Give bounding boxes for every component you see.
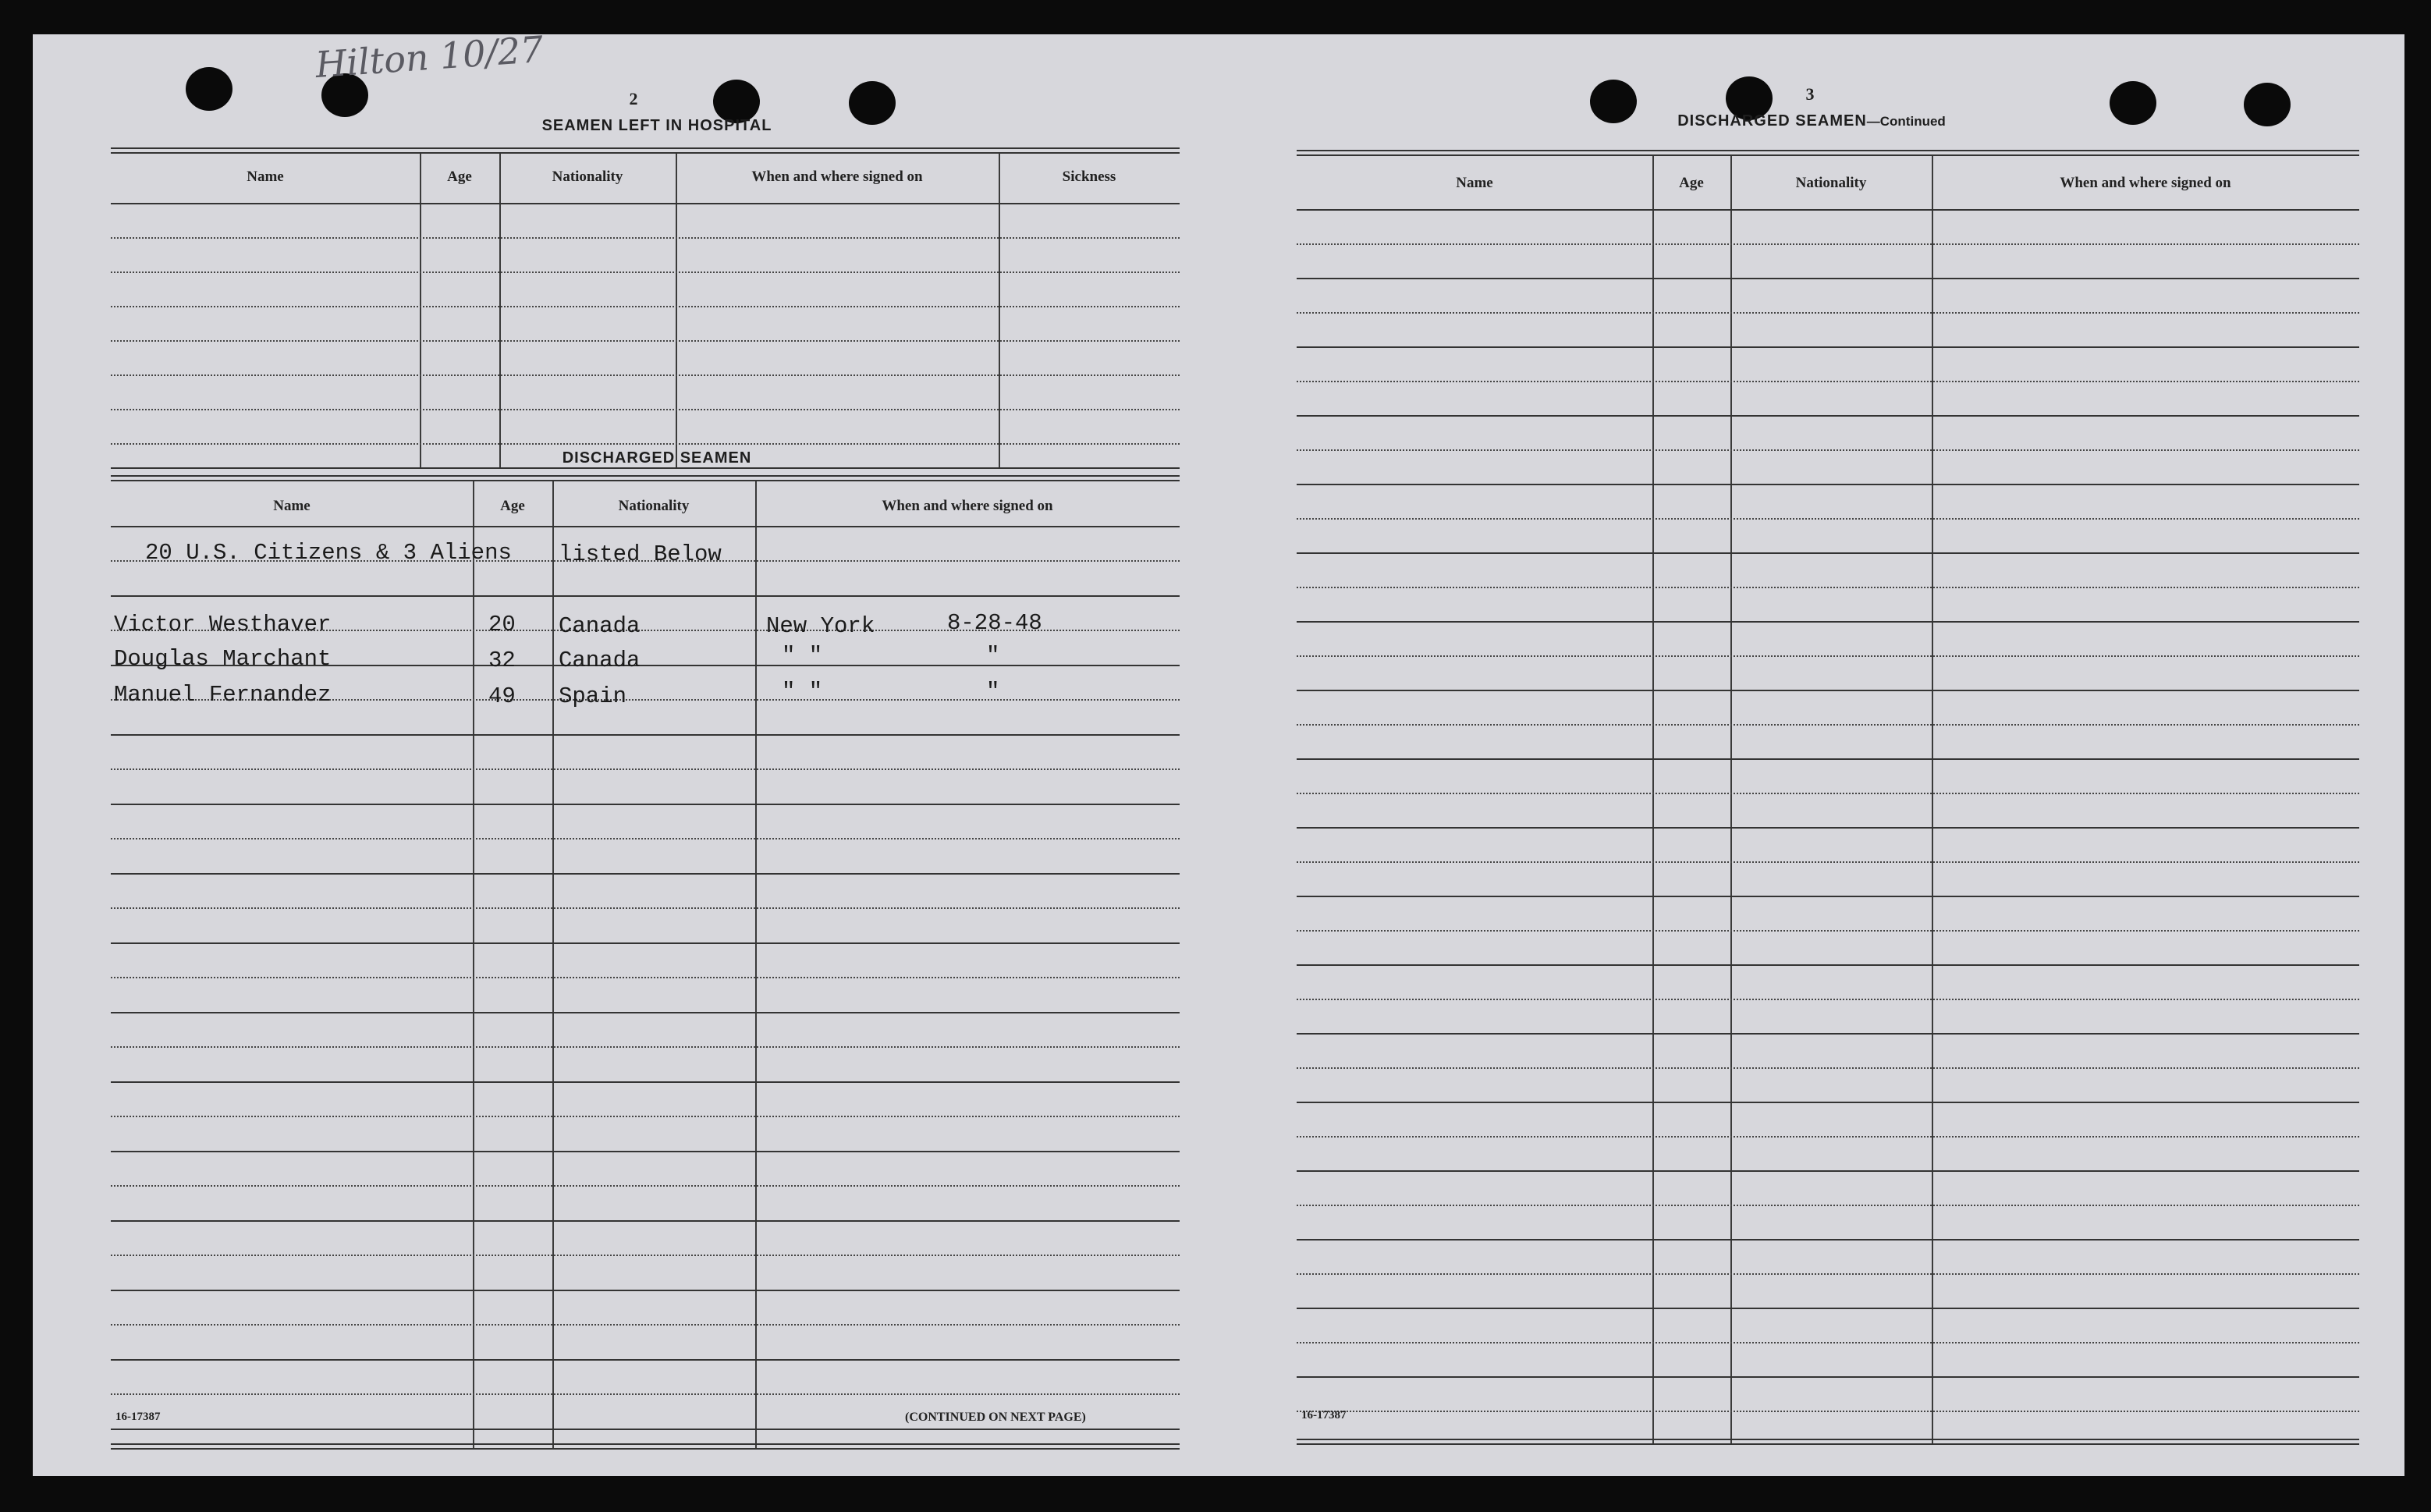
- ruled-line: [111, 1255, 1180, 1256]
- row-place: " ": [782, 679, 823, 705]
- row-nationality: Canada: [559, 613, 641, 639]
- ruled-line: [1297, 346, 2359, 348]
- ruled-line: [1297, 278, 2359, 279]
- ruled-line: [111, 1081, 1180, 1083]
- ruled-line: [1297, 690, 2359, 691]
- ruled-line: [1297, 1033, 2359, 1035]
- ruled-line: [1297, 896, 2359, 897]
- discharged-col-nationality: Nationality: [618, 498, 690, 514]
- right-col-signed-on: When and where signed on: [2060, 175, 2231, 191]
- punch-hole: [186, 67, 232, 111]
- discharged-col-signed-on: When and where signed on: [882, 498, 1053, 514]
- ruled-line: [111, 1151, 1180, 1152]
- right-section-title-main: DISCHARGED SEAMEN: [1677, 112, 1867, 130]
- ruled-line: [1297, 621, 2359, 623]
- page-number-left: 2: [629, 89, 638, 108]
- summary-name-entry: 20 U.S. Citizens & 3 Aliens: [145, 540, 512, 566]
- ruled-line: [1297, 1342, 2359, 1343]
- row-date: 8-28-48: [947, 610, 1042, 636]
- page-number-right: 3: [1805, 84, 1815, 104]
- ruled-line: [1297, 1273, 2359, 1275]
- ruled-line: [1297, 999, 2359, 1000]
- ruled-line: [111, 1046, 1180, 1048]
- right-col-nationality: Nationality: [1795, 175, 1867, 191]
- discharged-section-title: DISCHARGED SEAMEN: [562, 449, 752, 467]
- hospital-section-title: SEAMEN LEFT IN HOSPITAL: [541, 117, 772, 134]
- right-col-age: Age: [1679, 175, 1704, 191]
- right-col-name: Name: [1456, 175, 1493, 191]
- ruled-line: [111, 907, 1180, 909]
- ruled-line: [1297, 1376, 2359, 1378]
- ruled-line: [111, 1116, 1180, 1117]
- ruled-line: [1297, 449, 2359, 451]
- ruled-line: [111, 768, 1180, 770]
- ruled-line: [111, 838, 1180, 839]
- row-name: Douglas Marchant: [114, 646, 332, 672]
- ruled-line: [1297, 381, 2359, 382]
- ruled-line: [1297, 1170, 2359, 1172]
- ruled-line: [1297, 587, 2359, 588]
- row-nationality: Spain: [559, 683, 627, 709]
- ruled-line: [111, 1324, 1180, 1326]
- ruled-line: [1297, 1411, 2359, 1412]
- ruled-line: [1297, 415, 2359, 417]
- ruled-line: [1297, 793, 2359, 794]
- ruled-line: [1297, 930, 2359, 932]
- ruled-line: [1297, 1102, 2359, 1103]
- row-place: " ": [782, 643, 823, 669]
- ruled-line: [111, 1220, 1180, 1222]
- ruled-line: [1297, 1136, 2359, 1138]
- ruled-line: [1297, 1308, 2359, 1309]
- right-section-title-continued: —Continued: [1866, 114, 1946, 129]
- ruled-line: [111, 873, 1180, 875]
- document-sheet: [33, 27, 2404, 1476]
- row-age: 49: [488, 683, 516, 709]
- ruled-line: [1297, 655, 2359, 657]
- row-name: Victor Westhaver: [114, 612, 332, 637]
- row-nationality: Canada: [559, 648, 641, 673]
- ruled-line: [1297, 964, 2359, 966]
- row-date: ": [986, 679, 1000, 705]
- row-age: 32: [488, 648, 516, 673]
- ruled-line: [1297, 552, 2359, 554]
- hospital-col-name: Name: [247, 169, 284, 185]
- handwritten-note: Hilton 10/27: [314, 27, 545, 87]
- ruled-line: [1297, 758, 2359, 760]
- ruled-line: [111, 734, 1180, 736]
- ruled-line: [111, 1185, 1180, 1187]
- row-age: 20: [488, 612, 516, 637]
- ruled-line: [1297, 1205, 2359, 1206]
- ruled-line: [1297, 861, 2359, 863]
- row-place: New York: [766, 613, 875, 639]
- hospital-col-age: Age: [447, 169, 472, 185]
- ruled-line: [1297, 243, 2359, 245]
- ruled-line: [111, 1393, 1180, 1395]
- ruled-line: [1297, 827, 2359, 829]
- discharged-col-age: Age: [500, 498, 525, 514]
- ruled-line: [111, 804, 1180, 805]
- ruled-line: [1297, 518, 2359, 520]
- ruled-line: [111, 595, 1180, 597]
- ruled-line: [1297, 484, 2359, 485]
- hospital-col-signed-on: When and where signed on: [751, 169, 923, 185]
- punch-hole: [2244, 83, 2291, 126]
- ruled-line: [111, 1429, 1180, 1430]
- ruled-line: [1297, 1067, 2359, 1069]
- discharged-col-name: Name: [273, 498, 311, 514]
- right-section-title: [1609, 112, 2014, 130]
- continued-note: (CONTINUED ON NEXT PAGE): [905, 1411, 1086, 1424]
- form-number-right: 16-17387: [1301, 1409, 1347, 1421]
- ruled-line: [1297, 312, 2359, 314]
- ruled-line: [111, 1012, 1180, 1013]
- ruled-line: [1297, 724, 2359, 726]
- hospital-col-nationality: Nationality: [552, 169, 623, 185]
- row-date: ": [986, 643, 1000, 669]
- ruled-line: [111, 942, 1180, 944]
- ruled-line: [1297, 1239, 2359, 1240]
- hospital-col-sickness: Sickness: [1062, 169, 1116, 185]
- ruled-line: [111, 1359, 1180, 1361]
- form-number-left: 16-17387: [115, 1411, 161, 1423]
- row-name: Manuel Fernandez: [114, 682, 332, 708]
- ruled-line: [111, 977, 1180, 978]
- punch-hole: [2110, 81, 2156, 125]
- summary-nationality-entry: listed Below: [559, 541, 722, 567]
- ruled-line: [111, 1290, 1180, 1291]
